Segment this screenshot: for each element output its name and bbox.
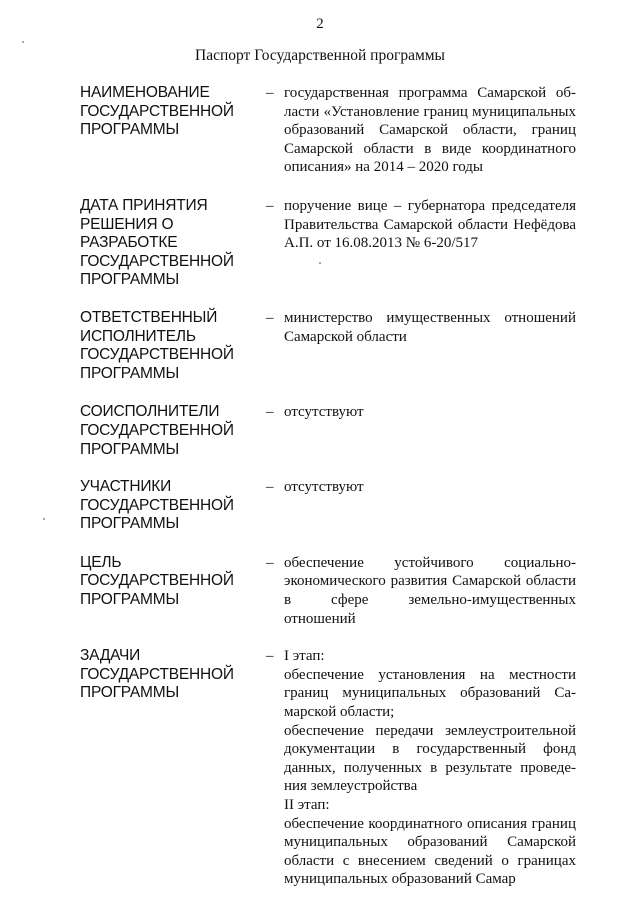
scan-speck [22, 41, 24, 43]
passport-row-tasks [80, 647, 576, 889]
label-line: ГОСУДАРСТВЕННОЙ [80, 346, 234, 364]
label-line: ГОСУДАРСТВЕННОЙ [80, 102, 234, 120]
label-line: УЧАСТНИКИ [80, 478, 172, 496]
page-number: 2 [316, 16, 324, 32]
label-line: ЦЕЛЬ [80, 553, 122, 571]
row-value: поручение вице – губернатора председателя Правительства Самарской области Нефёдова А.П. от 16.08.2013 № 6-20/517 [284, 197, 576, 252]
label-line: ИСПОЛНИТЕЛЬ [80, 327, 196, 345]
tasks-value [284, 647, 576, 889]
passport-row-participants [80, 478, 576, 534]
row-label [80, 84, 266, 140]
dash: – [266, 648, 274, 665]
row-value: министерство имущественных отношений Самарской области [284, 309, 576, 345]
label-line: ГОСУДАРСТВЕННОЙ [80, 252, 234, 270]
task-item: обеспечение передачи землеустроительной документации в государственный фонд данных, полученных в результате проведения землеустройства [284, 722, 576, 795]
label-line: ПРОГРАММЫ [80, 591, 179, 609]
label-line: ГОСУДАРСТВЕННОЙ [80, 496, 234, 514]
document-title: Паспорт Государственной программы [195, 47, 445, 64]
row-label [80, 403, 266, 459]
dash: – [266, 309, 274, 326]
label-line: ПРОГРАММЫ [80, 271, 179, 289]
dash: – [266, 479, 274, 496]
dash: – [266, 404, 274, 421]
row-value: отсутствуют [284, 404, 364, 421]
dash: – [266, 197, 274, 214]
dash: – [266, 554, 274, 571]
passport-row-decision [80, 197, 576, 290]
dash: – [266, 85, 274, 101]
label-line: ГОСУДАРСТВЕННОЙ [80, 572, 234, 590]
task-item: обеспечение установления на местности границ муниципальных образований Самарской области; [284, 666, 576, 721]
label-line: РЕШЕНИЯ О [80, 215, 174, 233]
row-label [80, 197, 266, 290]
program-passport [80, 84, 576, 889]
label-line: НАИМЕНОВАНИЕ [80, 84, 210, 101]
passport-row-coexecutors [80, 403, 576, 459]
stage-heading: II этап: [284, 797, 330, 813]
label-line: ГОСУДАРСТВЕННОЙ [80, 665, 234, 683]
row-label [80, 309, 266, 383]
passport-row-executor [80, 309, 576, 383]
label-line: ЗАДАЧИ [80, 647, 141, 665]
stage-heading: I этап: [284, 648, 325, 665]
row-label [80, 554, 266, 610]
label-line: РАЗРАБОТКЕ [80, 234, 178, 252]
label-line: ПРОГРАММЫ [80, 364, 179, 382]
label-line: ГОСУДАРСТВЕННОЙ [80, 421, 234, 439]
label-line: ПРОГРАММЫ [80, 121, 179, 139]
passport-row-goal [80, 554, 576, 628]
row-value: государственная программа Самарской области «Установление границ муниципальных образований Самарской области, границ Самарской области в виде координатного описания» на 2014 – 2020 годы [284, 85, 576, 176]
label-line: ПРОГРАММЫ [80, 440, 179, 458]
scan-speck [319, 262, 321, 264]
row-label [80, 478, 266, 534]
row-value: отсутствуют [284, 479, 364, 496]
label-line: ОТВЕТСТВЕННЫЙ [80, 308, 218, 326]
passport-row-name [80, 84, 576, 177]
scan-speck [43, 518, 45, 520]
task-item: обеспечение координатного описания границ муниципальных образований Самарской области с внесением сведений о границах муниципальных образований Самар [284, 815, 576, 888]
label-line: ПРОГРАММЫ [80, 515, 179, 533]
row-label [80, 647, 266, 703]
label-line: СОИСПОЛНИТЕЛИ [80, 403, 220, 421]
label-line: ДАТА ПРИНЯТИЯ [80, 196, 208, 214]
label-line: ПРОГРАММЫ [80, 684, 179, 702]
row-value: обеспечение устойчивого социально-экономического развития Самарской области в сфере земельно-имущественных отношений [284, 554, 576, 627]
